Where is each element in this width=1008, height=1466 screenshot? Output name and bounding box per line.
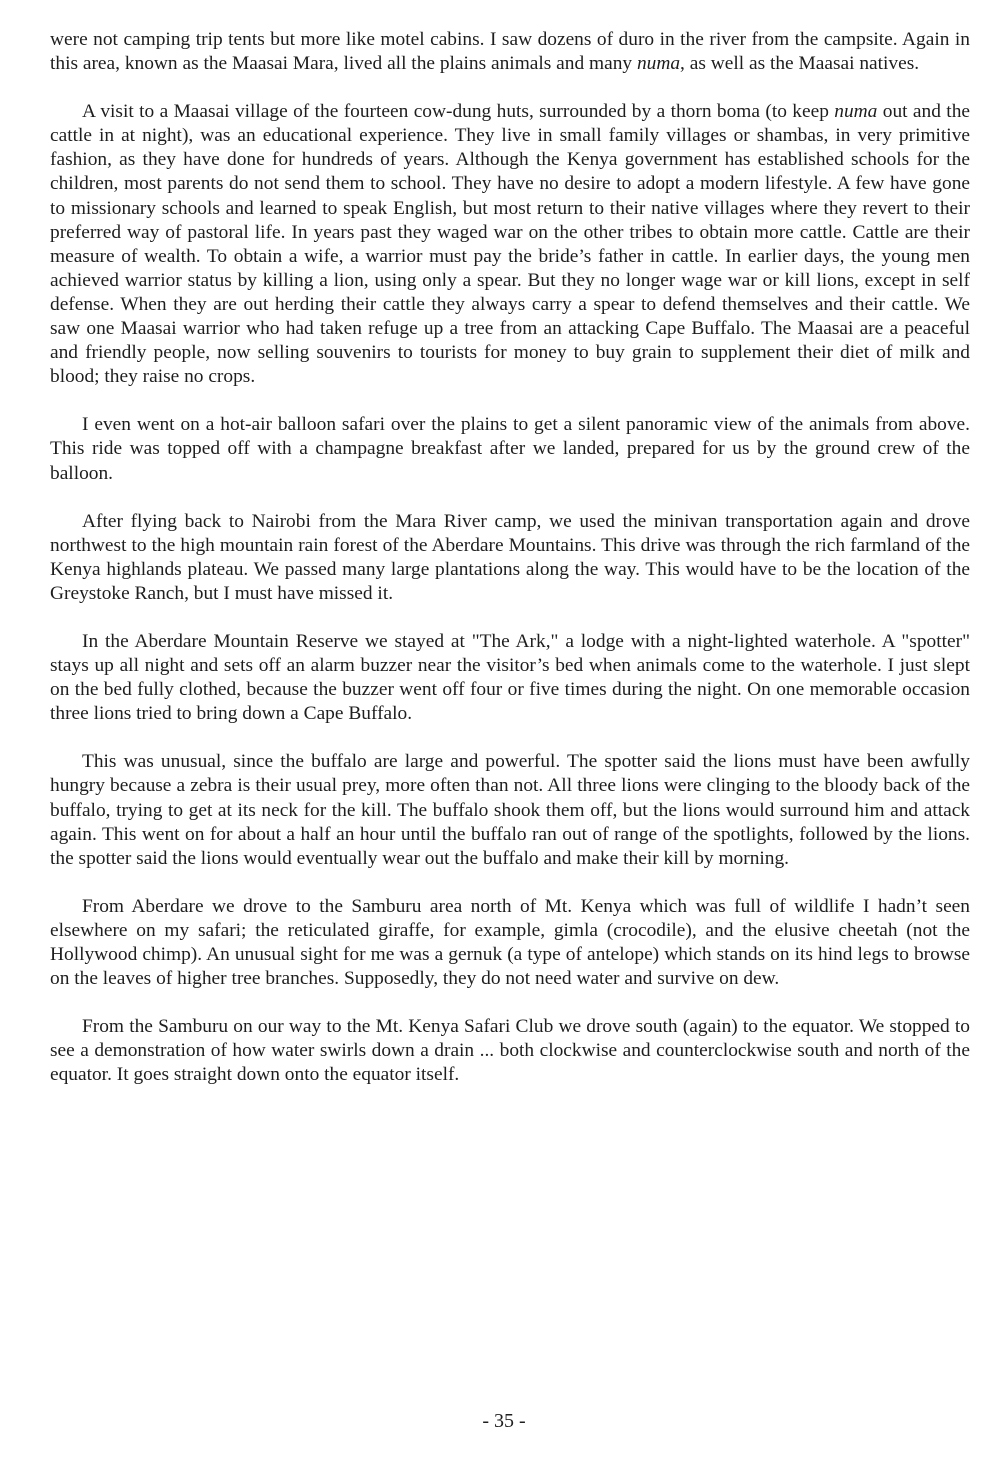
paragraph-3 <box>50 413 970 485</box>
paragraph-7 <box>50 895 970 991</box>
text-run: were not camping trip tents but more like motel cabins. I saw dozens of duro in the river from the campsite. Again in this area, known as the Maasai Mara, lived all the plains animals and many <box>50 29 970 75</box>
text-run: In the Aberdare Mountain Reserve we stayed at "The Ark," a lodge with a night-lighted waterhole. A "spotter" stays up all night and sets off an alarm buzzer near the visitor’s bed when animals come to the waterhole. I just slept on the bed fully clothed, because the buzzer went off four or five times during the night. On one memorable occasion three lions tried to bring down a Cape Buffalo. <box>50 630 970 725</box>
italic-text-run: numa <box>636 53 681 75</box>
paragraph-4 <box>50 510 970 606</box>
paragraph-1 <box>50 28 970 76</box>
text-run: out and the cattle in at night), was an educational experience. They live in small family villages or shambas, in very primitive fashion, as they have done for hundreds of years. Although the Kenya government has established schools for the children, most parents do not send them to school. They have no desire to adopt a modern lifestyle. A few have gone to missionary schools and learned to speak English, but most return to their native villages where they revert to their preferred way of pastoral life. In years past they waged war on the other tribes to obtain more cattle. Cattle are their measure of wealth. To obtain a wife, a warrior must pay the bride’s father in cattle. In earlier days, the young men achieved warrior status by killing a lion, using only a spear. But they no longer wage war or kill lions, except in self defense. When they are out herding their cattle they always carry a spear to defend themselves and their cattle. We saw one Maasai warrior who had taken refuge up a tree from an attacking Cape Buffalo. The Maasai are a peaceful and friendly people, now selling souvenirs to tourists for money to buy grain to supplement their diet of milk and blood; they raise no crops. <box>50 101 970 388</box>
text-run: From the Samburu on our way to the Mt. Kenya Safari Club we drove south (again) to the equator. We stopped to see a demonstration of how water swirls down a drain ... both clockwise and counterclockwise south and north of the equator. It goes straight down onto the equator itself. <box>50 1016 970 1086</box>
document-page <box>50 28 970 1087</box>
page-number: - 35 - <box>482 1410 526 1432</box>
text-run: After flying back to Nairobi from the Mara River camp, we used the minivan transportation again and drove northwest to the high mountain rain forest of the Aberdare Mountains. This drive was through the rich farmland of the Kenya highlands plateau. We passed many large plantations along the way. This would have to be the location of the Greystoke Ranch, but I must have missed it. <box>50 510 970 604</box>
italic-text-run: numa <box>834 101 878 123</box>
text-run: This was unusual, since the buffalo are large and powerful. The spotter said the lions must have been awfully hungry because a zebra is their usual prey, more often than not. All three lions were clinging to the bloody back of the buffalo, trying to get at its neck for the kill. The buffalo shook them off, but the lions would surround him and attack again. This went on for about a half an hour until the buffalo ran out of range of the spotlights, followed by the lions. the spotter said the lions would eventually wear out the buffalo and make their kill by morning. <box>50 751 970 869</box>
paragraph-6 <box>50 750 970 870</box>
text-run: From Aberdare we drove to the Samburu area north of Mt. Kenya which was full of wildlife I hadn’t seen elsewhere on my safari; the reticulated giraffe, for example, gimla (crocodile), and the elusive cheetah (not the Hollywood chimp). An unusual sight for me was a gernuk (a type of antelope) which stands on its hind legs to browse on the leaves of higher tree branches. Supposedly, they do not need water and survive on dew. <box>50 895 970 990</box>
text-run: I even went on a hot-air balloon safari over the plains to get a silent panoramic view of the animals from above. This ride was topped off with a champagne breakfast after we landed, prepared for us by the ground crew of the balloon. <box>50 414 970 484</box>
text-run: , as well as the Maasai natives. <box>680 53 920 75</box>
paragraph-8 <box>50 1015 970 1087</box>
paragraph-2 <box>50 100 970 389</box>
paragraph-5 <box>50 630 970 726</box>
text-run: A visit to a Maasai village of the fourteen cow-dung huts, surrounded by a thorn boma (to keep <box>82 101 835 123</box>
